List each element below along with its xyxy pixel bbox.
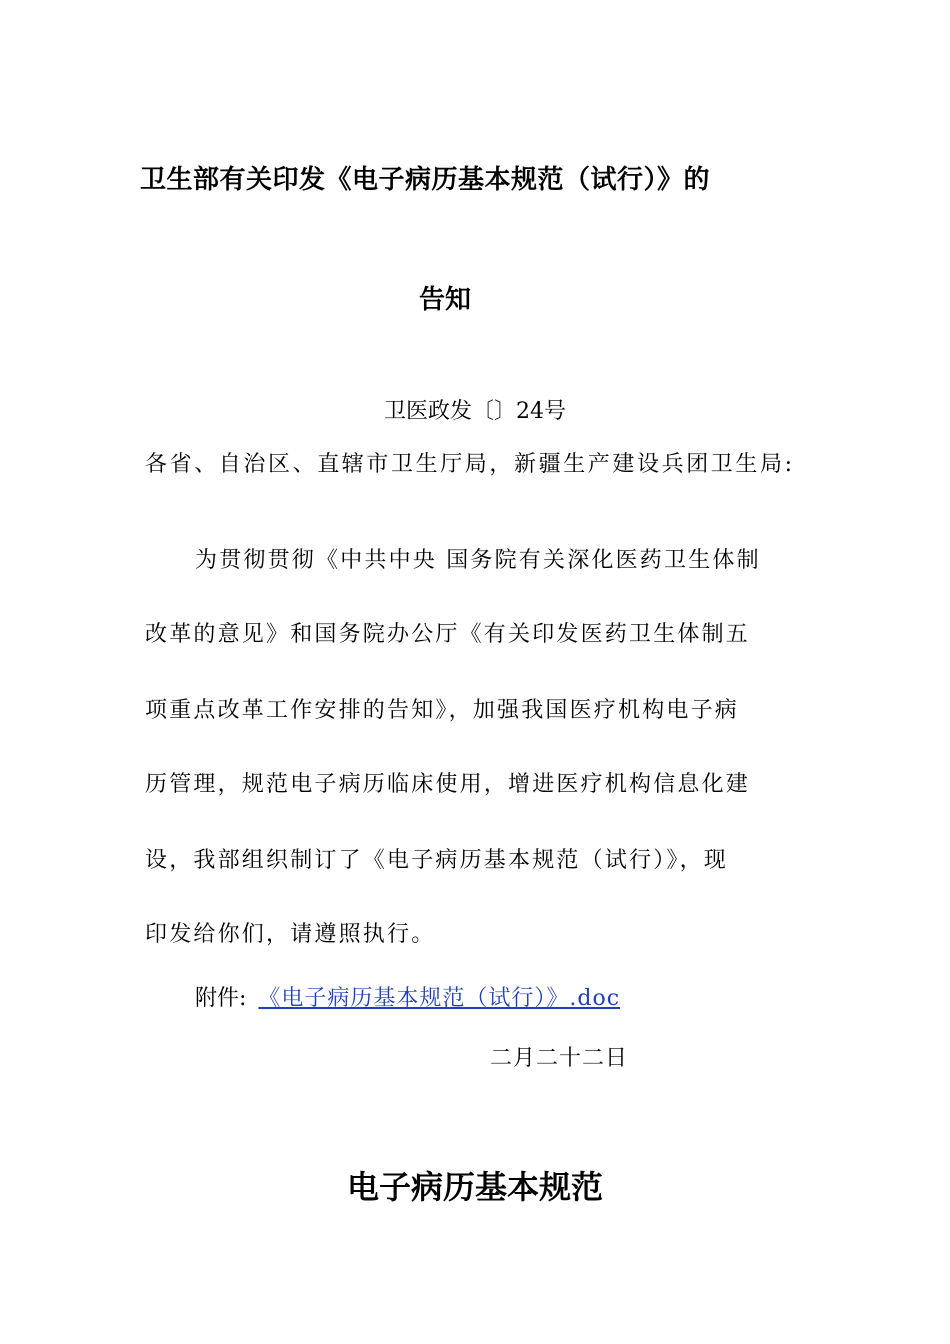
body-line-5: 设，我部组织制订了《电子病历基本规范（试行）》，现	[145, 848, 729, 873]
attachment-link[interactable]: 《电子病历基本规范（试行）》.doc	[258, 986, 621, 1011]
body-line-1: 为贯彻贯彻《中共中央 国务院有关深化医药卫生体制	[195, 548, 761, 573]
body-line-2: 改革的意见》和国务院办公厅《有关印发医药卫生体制五	[145, 622, 751, 647]
issue-date: 二月二十二日	[490, 1046, 629, 1071]
document-number: 卫医政发〔〕24号	[384, 399, 566, 424]
body-line-3: 项重点改革工作安排的告知》，加强我国医疗机构电子病	[145, 698, 740, 723]
section-heading: 电子病历基本规范	[346, 1168, 603, 1206]
body-line-4: 历管理，规范电子病历临床使用，增进医疗机构信息化建	[145, 772, 751, 797]
notice-title-line1: 卫生部有关印发《电子病历基本规范（试行）》的	[140, 165, 711, 195]
salutation: 各省、自治区、直辖市卫生厅局，新疆生产建设兵团卫生局:	[145, 452, 795, 477]
attachment-row	[195, 982, 620, 1016]
attachment-label: 附件:	[195, 986, 247, 1011]
notice-title-line2: 告知	[418, 285, 471, 315]
body-line-6: 印发给你们，请遵照执行。	[145, 922, 436, 947]
